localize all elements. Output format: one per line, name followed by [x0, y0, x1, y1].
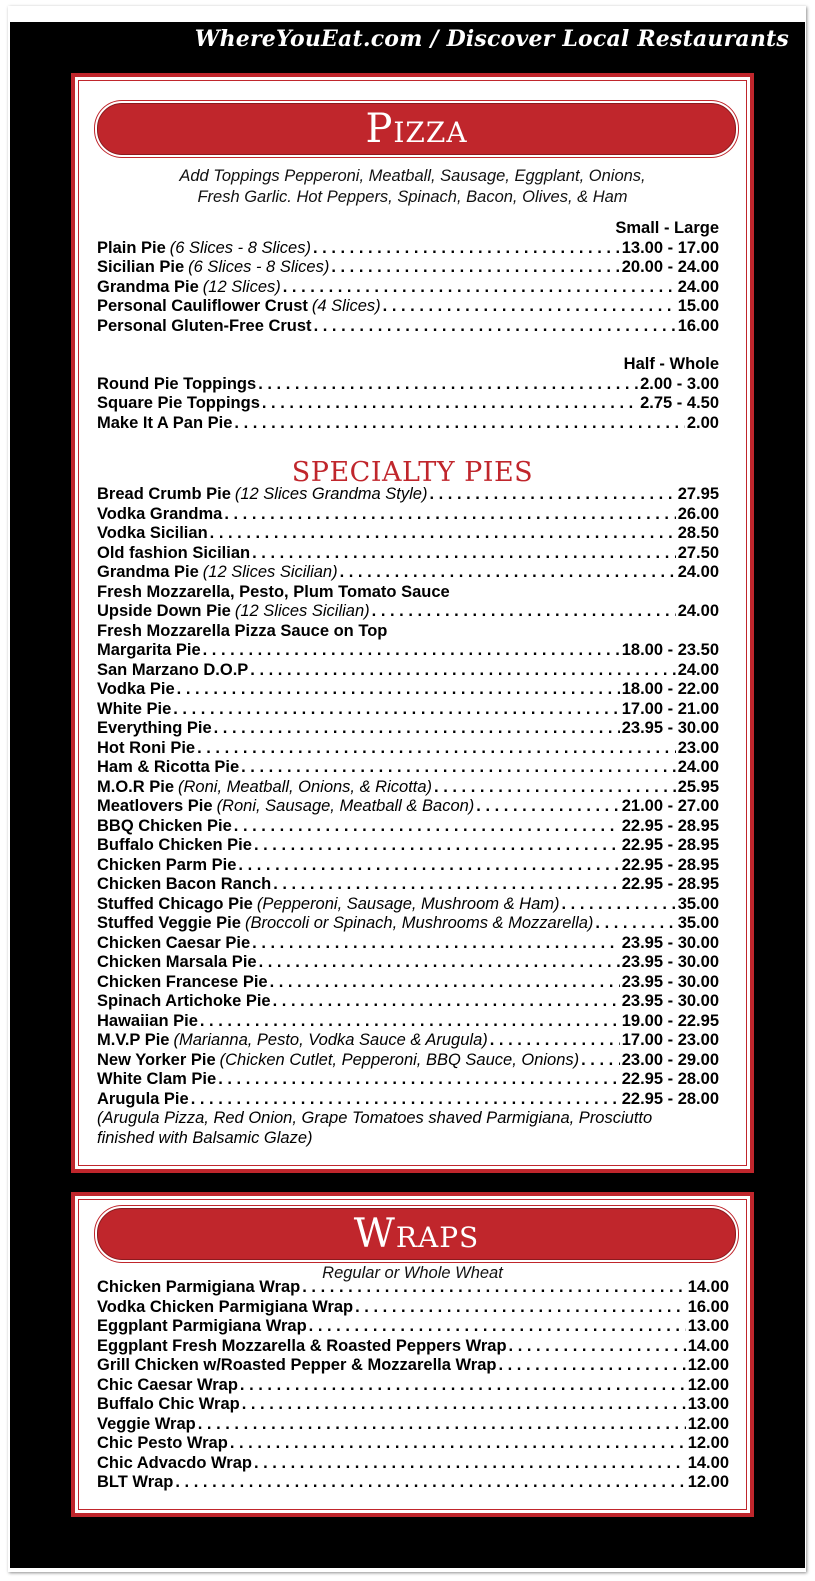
menu-item-row [97, 778, 719, 798]
topping-list [97, 355, 719, 433]
item-price: 24.00 [677, 602, 719, 620]
dot-leader [224, 505, 675, 525]
item-description: (12 Slices Sicilian) [234, 602, 370, 620]
menu-item-row [97, 239, 719, 259]
item-price: 25.95 [677, 777, 719, 796]
dot-leader [314, 317, 676, 337]
item-price: 12.00 [687, 1414, 729, 1433]
dot-leader [498, 1356, 685, 1376]
dot-leader [490, 1031, 620, 1051]
wraps-title: Wraps [353, 1211, 480, 1257]
item-name: Vodka Chicken Parmigiana Wrap [97, 1297, 354, 1316]
dot-leader [173, 700, 619, 720]
dot-leader [383, 297, 676, 317]
dot-leader [191, 1090, 620, 1110]
item-name: Hot Roni Pie [97, 738, 196, 757]
item-price: 14.00 [687, 1278, 729, 1296]
item-price: 22.95 - 28.95 [621, 855, 719, 874]
item-name: Vodka Pie [97, 680, 175, 698]
menu-item-row [97, 375, 719, 395]
item-name: Chicken Parmigiana Wrap [97, 1278, 301, 1296]
dot-leader [242, 1395, 686, 1415]
item-name: Grill Chicken w/Roasted Pepper & Mozzarella Wrap [97, 1356, 497, 1374]
menu-item-row [97, 700, 719, 720]
item-price: 18.00 - 23.50 [621, 641, 719, 659]
item-name: Chicken Bacon Ranch [97, 875, 272, 893]
item-name: Buffalo Chic Wrap [97, 1395, 240, 1413]
menu-item-row [97, 680, 719, 700]
dot-leader [197, 739, 676, 759]
wraps-banner [97, 1208, 736, 1260]
item-description: (6 Slices - 8 Slices) [169, 238, 311, 257]
menu-item-row [97, 505, 719, 525]
dot-leader [340, 563, 676, 583]
item-description: (12 Slices) [202, 277, 281, 296]
item-name: Margarita Pie [97, 641, 201, 659]
dot-leader [270, 973, 620, 993]
item-description: (Marianna, Pesto, Vodka Sauce & Arugula) [173, 1031, 488, 1049]
menu-item-row [97, 1395, 729, 1415]
item-name: Hawaiian Pie [97, 1011, 198, 1030]
dot-leader [331, 258, 619, 278]
item-name: Eggplant Fresh Mozzarella & Roasted Peppers Wrap [97, 1336, 507, 1355]
item-price: 16.00 [687, 1297, 729, 1316]
item-price: 14.00 [687, 1453, 729, 1472]
item-name: Square Pie Toppings [97, 394, 260, 412]
menu-item-row [97, 1376, 729, 1396]
dot-leader [273, 992, 620, 1012]
dot-leader [203, 641, 620, 661]
item-name: Personal Cauliflower Crust [97, 297, 308, 315]
item-name: M.O.R Pie [97, 777, 175, 796]
item-name: Stuffed Chicago Pie [97, 894, 253, 913]
dot-leader [562, 895, 676, 915]
item-price: 24.00 [677, 660, 719, 679]
dot-leader [218, 1070, 620, 1090]
item-name: Eggplant Parmigiana Wrap [97, 1317, 307, 1335]
dot-leader [175, 1473, 685, 1493]
item-price: 21.00 - 27.00 [621, 797, 719, 815]
item-description: (Roni, Meatball, Onions, & Ricotta) [178, 777, 433, 796]
menu-item-row [97, 1434, 729, 1454]
item-name: BBQ Chicken Pie [97, 816, 232, 835]
item-price: 2.75 - 4.50 [640, 394, 719, 412]
menu-item-row [97, 1356, 729, 1376]
dot-leader [250, 661, 675, 681]
specialty-title: SPECIALTY PIES [291, 457, 534, 488]
wraps-list [97, 1278, 729, 1493]
item-price: 23.95 - 30.00 [621, 992, 719, 1010]
item-name: Grandma Pie [97, 563, 199, 581]
menu-item-row [97, 278, 719, 298]
item-description: (12 Slices Grandma Style) [234, 485, 428, 503]
menu-item-row [97, 394, 719, 414]
item-name: Plain Pie [97, 238, 166, 257]
item-price: 13.00 [687, 1395, 729, 1413]
menu-item-row [97, 875, 719, 895]
dot-leader [283, 278, 676, 298]
dot-leader [198, 1415, 686, 1435]
dot-leader [595, 914, 675, 934]
item-name: Old fashion Sicilian [97, 543, 251, 562]
menu-item-row [97, 895, 719, 915]
item-name: Chicken Parm Pie [97, 855, 237, 874]
dot-leader [434, 778, 676, 798]
item-price: 14.00 [687, 1336, 729, 1355]
menu-item-row [97, 1051, 719, 1071]
menu-item-row [97, 992, 719, 1012]
item-price: 18.00 - 22.00 [621, 680, 719, 698]
pizza-title: Pizza [365, 106, 468, 152]
dot-leader [214, 719, 620, 739]
menu-item-row [97, 297, 719, 317]
item-price: 24.00 [677, 758, 719, 776]
menu-item-row [97, 602, 719, 622]
item-price: 12.00 [687, 1375, 729, 1394]
item-price: 27.95 [677, 485, 719, 503]
item-price: 22.95 - 28.95 [621, 836, 719, 854]
item-name: Everything Pie [97, 719, 212, 737]
item-name: Make It A Pan Pie [97, 413, 233, 432]
menu-item-row [97, 1031, 719, 1051]
item-price: 27.50 [677, 543, 719, 562]
menu-subheading: Fresh Mozzarella, Pesto, Plum Tomato Sauce [97, 582, 450, 601]
menu-item-row [97, 797, 719, 817]
item-price: 23.95 - 30.00 [621, 933, 719, 952]
menu-item-row [97, 953, 719, 973]
menu-item-row [97, 258, 719, 278]
item-price: 22.95 - 28.95 [621, 875, 719, 893]
menu-item-row [97, 973, 719, 993]
menu-item-row [97, 544, 719, 564]
menu-item-row [97, 1278, 729, 1298]
menu-item-row [97, 719, 719, 739]
specialty-items [97, 485, 719, 1109]
topping-items [97, 375, 719, 434]
item-name: Chicken Marsala Pie [97, 953, 257, 971]
wraps-note: Regular or Whole Wheat [322, 1264, 503, 1282]
item-price: 12.00 [687, 1473, 729, 1491]
dot-leader [177, 680, 620, 700]
item-price: 17.00 - 21.00 [621, 699, 719, 718]
item-description: (12 Slices Sicilian) [202, 563, 338, 581]
item-price: 12.00 [687, 1356, 729, 1374]
dot-leader [429, 485, 675, 505]
item-price: 2.00 [686, 413, 719, 432]
menu-subheading: Fresh Mozzarella Pizza Sauce on Top [97, 621, 388, 640]
topping-header: Half - Whole [623, 355, 719, 373]
item-price: 12.00 [687, 1434, 729, 1452]
item-price: 15.00 [677, 297, 719, 315]
item-name: White Pie [97, 699, 172, 718]
dot-leader [254, 836, 620, 856]
item-name: Chic Caesar Wrap [97, 1375, 238, 1394]
dot-leader [476, 797, 619, 817]
dot-leader [302, 1278, 685, 1298]
item-name: Chicken Caesar Pie [97, 933, 251, 952]
item-price: 13.00 [687, 1317, 729, 1335]
item-name: Round Pie Toppings [97, 374, 257, 393]
dot-leader [309, 1317, 686, 1337]
dot-leader [200, 1012, 620, 1032]
item-price: 35.00 [677, 894, 719, 913]
pizza-list [97, 219, 719, 336]
item-name: Chic Advacdo Wrap [97, 1453, 252, 1472]
item-description: (Pepperoni, Sausage, Mushroom & Ham) [256, 894, 560, 913]
dot-leader [355, 1298, 686, 1318]
size-header: Small - Large [615, 219, 719, 237]
toppings-note: Add Toppings Pepperoni, Meatball, Sausage, Eggplant, Onions, Fresh Garlic. Hot Peppers, Spinach, Bacon, Olives, & Ham [179, 167, 646, 206]
item-price: 2.00 - 3.00 [640, 374, 719, 393]
menu-item-row [97, 1473, 729, 1493]
item-price: 23.00 - 29.00 [621, 1050, 719, 1069]
item-name: Chic Pesto Wrap [97, 1434, 228, 1452]
item-name: White Clam Pie [97, 1070, 217, 1088]
dot-leader [254, 1454, 686, 1474]
item-name: BLT Wrap [97, 1473, 174, 1491]
item-price: 22.95 - 28.95 [621, 816, 719, 835]
specialty-list [97, 485, 719, 1148]
item-name: Spinach Artichoke Pie [97, 992, 271, 1010]
dot-leader [240, 1376, 686, 1396]
item-price: 23.95 - 30.00 [621, 972, 719, 991]
menu-item-row [97, 641, 719, 661]
item-price: 23.00 [677, 738, 719, 757]
dot-leader [252, 544, 676, 564]
dot-leader [259, 953, 620, 973]
menu-item-row [97, 414, 719, 434]
dot-leader [581, 1051, 620, 1071]
item-price: 16.00 [677, 316, 719, 335]
dot-leader [234, 817, 620, 837]
dot-leader [238, 856, 619, 876]
item-price: 24.00 [677, 277, 719, 296]
item-name: Chicken Francese Pie [97, 972, 268, 991]
item-price: 17.00 - 23.00 [621, 1031, 719, 1049]
dot-leader [234, 414, 684, 434]
menu-item-row [97, 661, 719, 681]
item-description: (6 Slices - 8 Slices) [188, 258, 330, 276]
item-name: M.V.P Pie [97, 1031, 170, 1049]
menu-item-row [97, 1090, 719, 1110]
item-price: 20.00 - 24.00 [621, 258, 719, 276]
menu-item-row [97, 739, 719, 759]
item-name: Upside Down Pie [97, 602, 231, 620]
menu-item-row [97, 758, 719, 778]
dot-leader [252, 934, 620, 954]
menu-item-row [97, 836, 719, 856]
item-price: 26.00 [677, 504, 719, 523]
item-name: Arugula Pie [97, 1089, 189, 1108]
menu-item-row [97, 524, 719, 544]
menu-item-row [97, 817, 719, 837]
dot-leader [258, 375, 638, 395]
dot-leader [273, 875, 620, 895]
wrap-items [97, 1278, 729, 1493]
item-name: Grandma Pie [97, 277, 199, 296]
site-title: WhereYouEat.com / Discover Local Restaurants [194, 26, 789, 52]
item-name: Personal Gluten-Free Crust [97, 316, 312, 335]
menu-item-row [97, 1070, 719, 1090]
dot-leader [241, 758, 676, 778]
item-name: Bread Crumb Pie [97, 485, 231, 503]
menu-item-row [97, 317, 719, 337]
item-price: 23.95 - 30.00 [621, 953, 719, 971]
arugula-note: (Arugula Pizza, Red Onion, Grape Tomatoes shaved Parmigiana, Prosciutto finished with Balsamic Glaze) [97, 1109, 653, 1147]
dot-leader [372, 602, 676, 622]
item-name: Stuffed Veggie Pie [97, 914, 241, 932]
item-price: 28.50 [677, 524, 719, 542]
item-description: (Roni, Sausage, Meatball & Bacon) [216, 797, 475, 815]
pizza-items [97, 239, 719, 337]
menu-item-row [97, 1415, 729, 1435]
item-price: 22.95 - 28.00 [621, 1070, 719, 1088]
item-description: (4 Slices) [311, 297, 381, 315]
dot-leader [230, 1434, 686, 1454]
item-price: 22.95 - 28.00 [621, 1089, 719, 1108]
pizza-banner [97, 103, 736, 155]
dot-leader [509, 1337, 686, 1357]
menu-item-row [97, 1337, 729, 1357]
item-name: Veggie Wrap [97, 1414, 196, 1433]
item-name: Vodka Grandma [97, 504, 223, 523]
item-name: Vodka Sicilian [97, 524, 208, 542]
item-price: 19.00 - 22.95 [621, 1011, 719, 1030]
item-name: Meatlovers Pie [97, 797, 213, 815]
menu-item-row [97, 934, 719, 954]
menu-item-row [97, 563, 719, 583]
menu-item-row [97, 1454, 729, 1474]
dot-leader [210, 524, 676, 544]
item-price: 35.00 [677, 914, 719, 932]
menu-item-row [97, 1012, 719, 1032]
menu-item-row [97, 1317, 729, 1337]
menu-item-row [97, 856, 719, 876]
item-description: (Broccoli or Spinach, Mushrooms & Mozzarella) [244, 914, 594, 932]
item-description: (Chicken Cutlet, Pepperoni, BBQ Sauce, Onions) [219, 1050, 580, 1069]
item-name: Buffalo Chicken Pie [97, 836, 252, 854]
menu-item-row [97, 485, 719, 505]
item-price: 23.95 - 30.00 [621, 719, 719, 737]
item-name: Sicilian Pie [97, 258, 185, 276]
dot-leader [313, 239, 620, 259]
item-name: San Marzano D.O.P [97, 660, 249, 679]
item-price: 13.00 - 17.00 [621, 238, 719, 257]
item-price: 24.00 [677, 563, 719, 581]
menu-item-row [97, 914, 719, 934]
item-name: New Yorker Pie [97, 1050, 216, 1069]
menu-item-row [97, 1298, 729, 1318]
item-name: Ham & Ricotta Pie [97, 758, 240, 776]
dot-leader [262, 394, 638, 414]
